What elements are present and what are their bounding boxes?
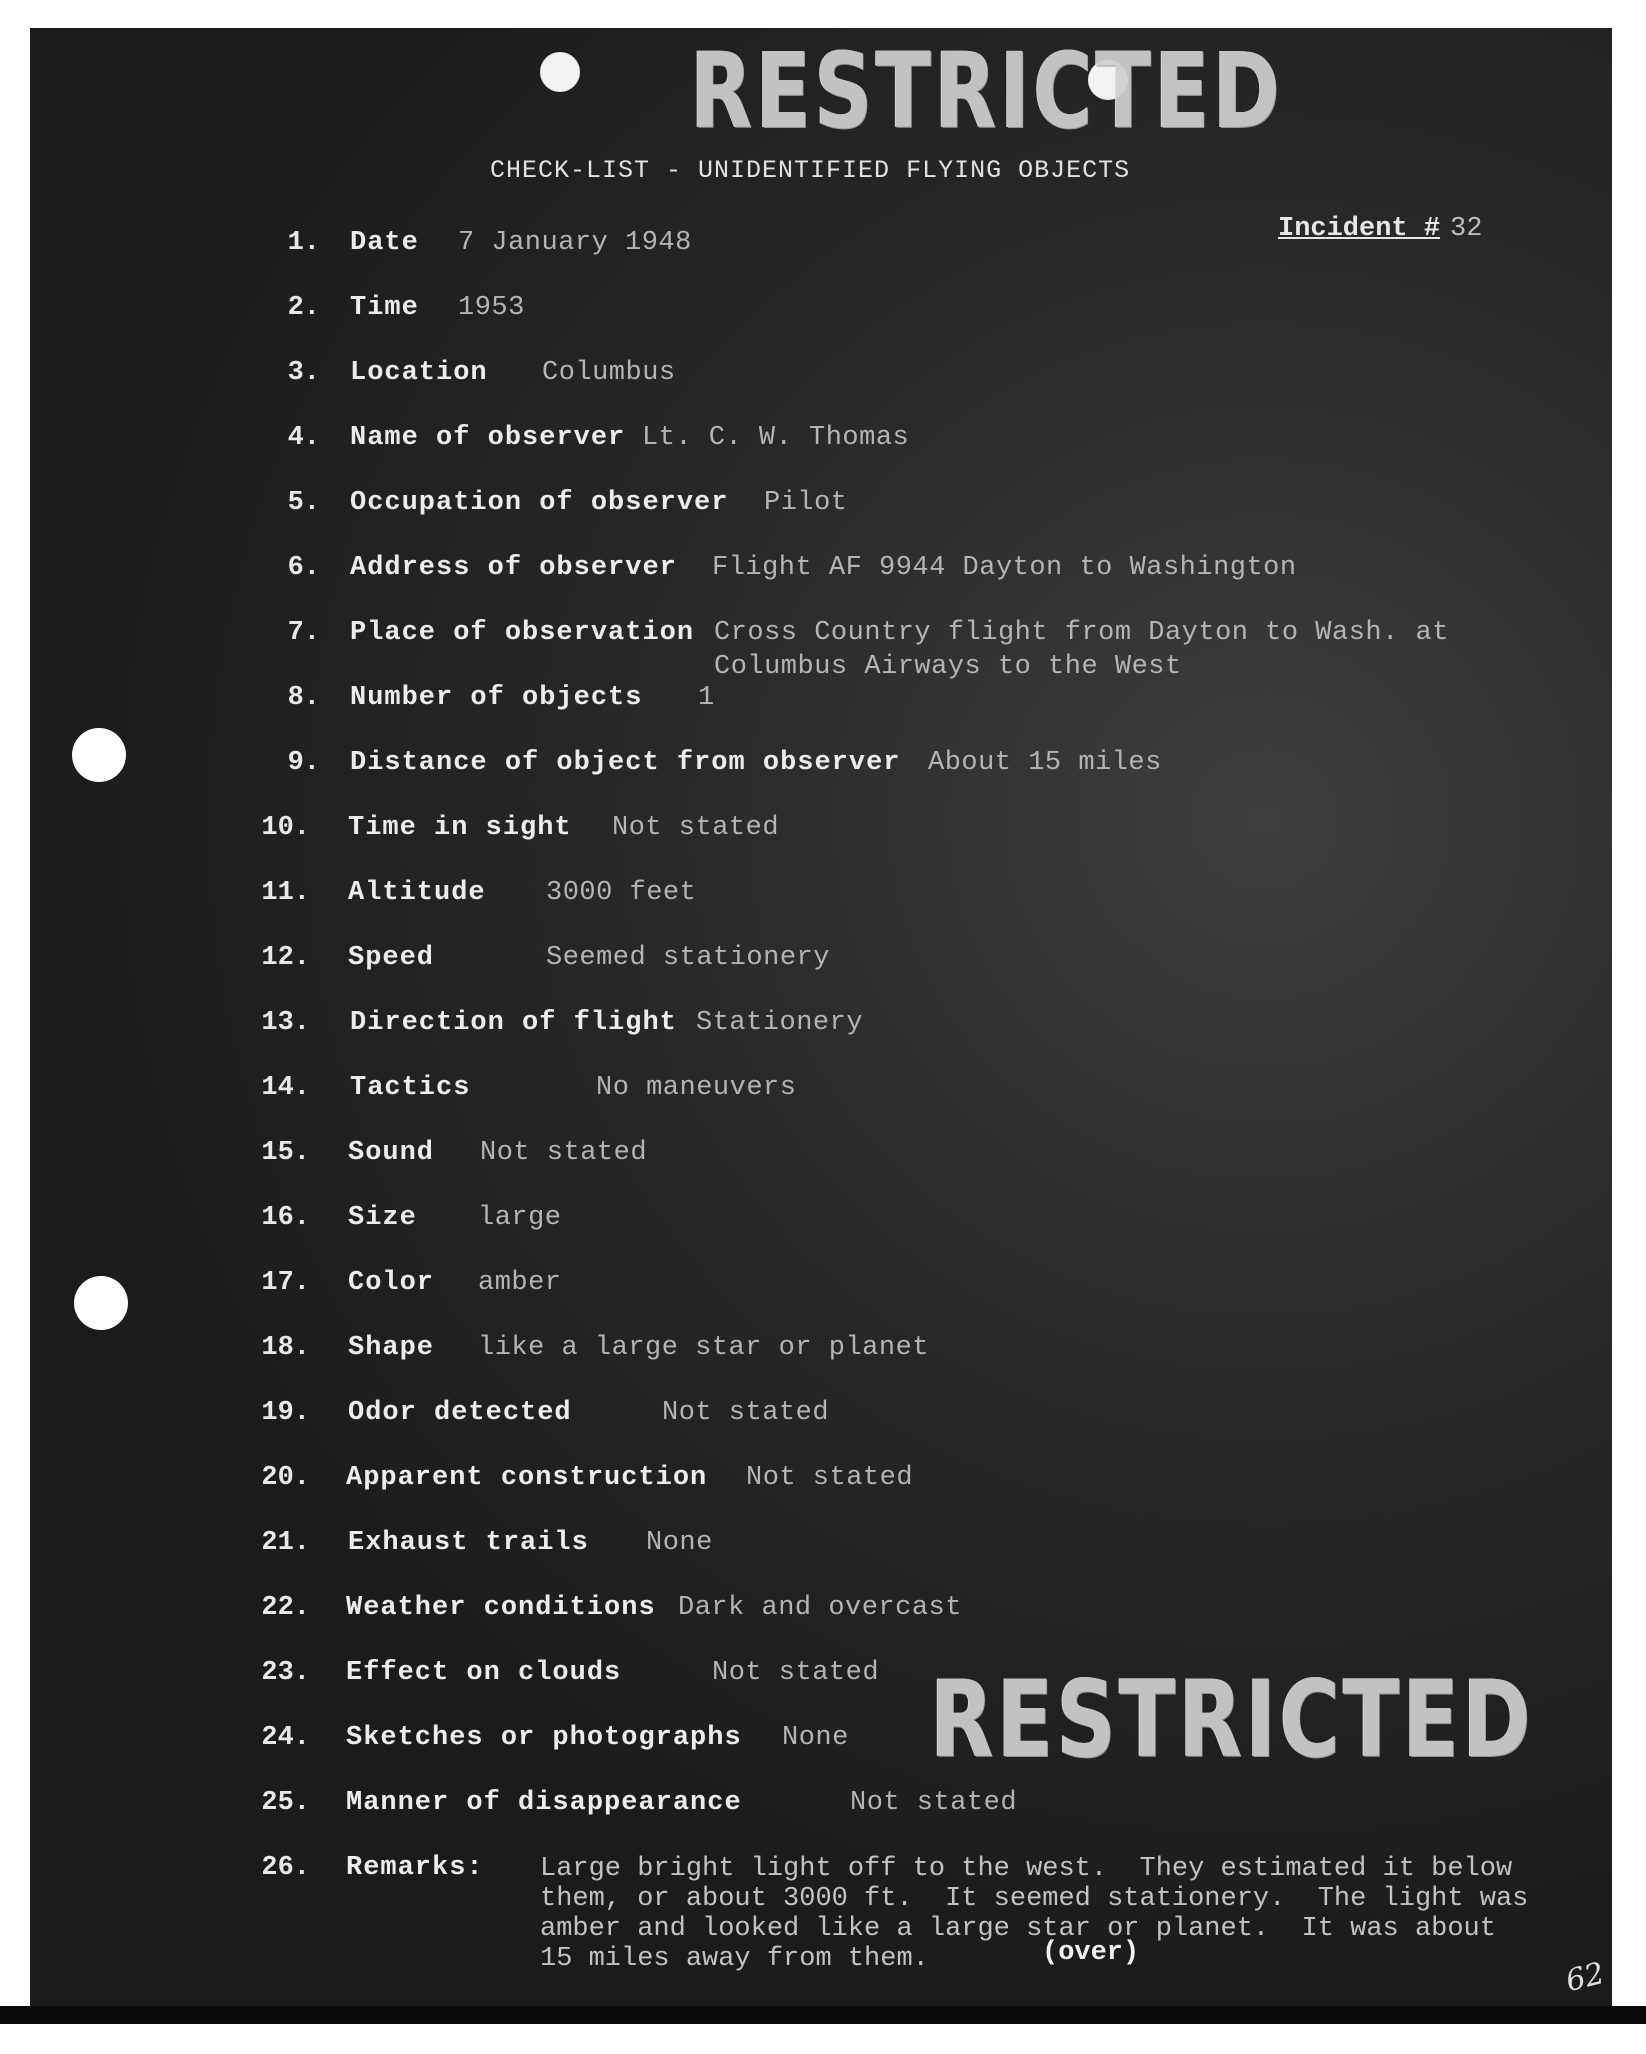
item-number: 4. [287, 423, 320, 453]
form-title: CHECK-LIST - UNIDENTIFIED FLYING OBJECTS [490, 156, 1131, 185]
item-number: 5. [287, 488, 320, 518]
item-label: Place of observation [350, 618, 695, 648]
item-value-continued: Columbus Airways to the West [714, 652, 1182, 682]
item-number: 10. [261, 813, 310, 843]
item-label: Size [348, 1203, 417, 1233]
item-label: Date [350, 228, 419, 258]
incident-number [1278, 214, 1482, 244]
item-label: Speed [348, 943, 435, 973]
item-number: 21. [261, 1528, 310, 1558]
item-number: 3. [287, 358, 320, 388]
item-number: 8. [287, 683, 320, 713]
item-value: Not stated [612, 813, 780, 843]
item-number: 7. [287, 618, 320, 648]
item-value: Not stated [662, 1398, 830, 1428]
item-value: None [646, 1528, 713, 1558]
item-label: Sound [348, 1138, 435, 1168]
item-label: Color [348, 1268, 435, 1298]
item-number: 12. [261, 943, 310, 973]
item-value: No maneuvers [596, 1073, 797, 1103]
item-value: Dark and overcast [678, 1593, 962, 1623]
item-label: Exhaust trails [348, 1528, 589, 1558]
item-value: amber [478, 1268, 562, 1298]
item-label: Address of observer [350, 553, 677, 583]
item-value: Not stated [746, 1463, 914, 1493]
item-number: 22. [261, 1593, 310, 1623]
item-number: 1. [287, 228, 320, 258]
item-number: 20. [261, 1463, 310, 1493]
remarks-text: Large bright light off to the west. They estimated it below them, or about 3000 ft. It seemed stationery. The light was amber and looked like a large star or planet. It was about 15 miles away from them. [540, 1854, 1529, 1974]
document-page [30, 28, 1612, 2006]
page-bottom-edge [0, 2006, 1646, 2024]
incident-label: Incident # [1278, 214, 1441, 244]
item-value: 1 [698, 683, 715, 713]
item-value: Columbus [542, 358, 676, 388]
item-label: Manner of disappearance [346, 1788, 742, 1818]
item-label: Apparent construction [346, 1463, 708, 1493]
item-number: 11. [261, 878, 310, 908]
item-value: like a large star or planet [478, 1333, 929, 1363]
punch-dot-left [540, 52, 580, 92]
handwritten-page-number: 62 [1562, 1955, 1608, 2000]
item-number: 17. [261, 1268, 310, 1298]
item-label: Sketches or photographs [346, 1723, 742, 1753]
item-value: large [478, 1203, 562, 1233]
binder-hole-upper [72, 728, 126, 782]
item-value: Stationery [696, 1008, 864, 1038]
item-number: 19. [261, 1398, 310, 1428]
binder-hole-lower [74, 1276, 128, 1330]
item-value: Flight AF 9944 Dayton to Washington [712, 553, 1297, 583]
item-value: Not stated [712, 1658, 880, 1688]
item-value: Cross Country flight from Dayton to Wash. at [714, 618, 1449, 648]
item-label: Occupation of observer [350, 488, 729, 518]
item-value: 3000 feet [546, 878, 697, 908]
item-number: 15. [261, 1138, 310, 1168]
incident-value: 32 [1450, 214, 1483, 244]
item-number: 18. [261, 1333, 310, 1363]
item-value: About 15 miles [928, 748, 1162, 778]
item-label: Time [350, 293, 419, 323]
item-number: 26. [261, 1853, 310, 1883]
item-number: 2. [287, 293, 320, 323]
item-label: Odor detected [348, 1398, 572, 1428]
item-label: Altitude [348, 878, 486, 908]
item-label: Distance of object from observer [350, 748, 901, 778]
item-number: 9. [287, 748, 320, 778]
item-number: 14. [261, 1073, 310, 1103]
item-number: 13. [261, 1008, 310, 1038]
item-value: None [782, 1723, 849, 1753]
item-value: Lt. C. W. Thomas [642, 423, 910, 453]
item-number: 16. [261, 1203, 310, 1233]
item-value: 7 January 1948 [458, 228, 692, 258]
item-value: Seemed stationery [546, 943, 830, 973]
item-value: 1953 [458, 293, 525, 323]
item-label: Remarks: [346, 1853, 484, 1883]
item-label: Name of observer [350, 423, 626, 453]
item-label: Shape [348, 1333, 435, 1363]
over-note: (over) [1042, 1938, 1140, 1968]
item-number: 25. [261, 1788, 310, 1818]
item-label: Effect on clouds [346, 1658, 622, 1688]
item-label: Tactics [350, 1073, 471, 1103]
item-label: Number of objects [350, 683, 643, 713]
item-label: Weather conditions [346, 1593, 656, 1623]
item-label: Location [350, 358, 488, 388]
item-label: Time in sight [348, 813, 572, 843]
item-number: 24. [261, 1723, 310, 1753]
restricted-stamp-bottom: RESTRICTED [930, 1658, 1534, 1781]
item-value: Not stated [480, 1138, 648, 1168]
item-number: 6. [287, 553, 320, 583]
item-value: Not stated [850, 1788, 1018, 1818]
item-number: 23. [261, 1658, 310, 1688]
restricted-stamp-top: RESTRICTED [690, 30, 1284, 152]
item-label: Direction of flight [350, 1008, 677, 1038]
item-value: Pilot [764, 488, 848, 518]
